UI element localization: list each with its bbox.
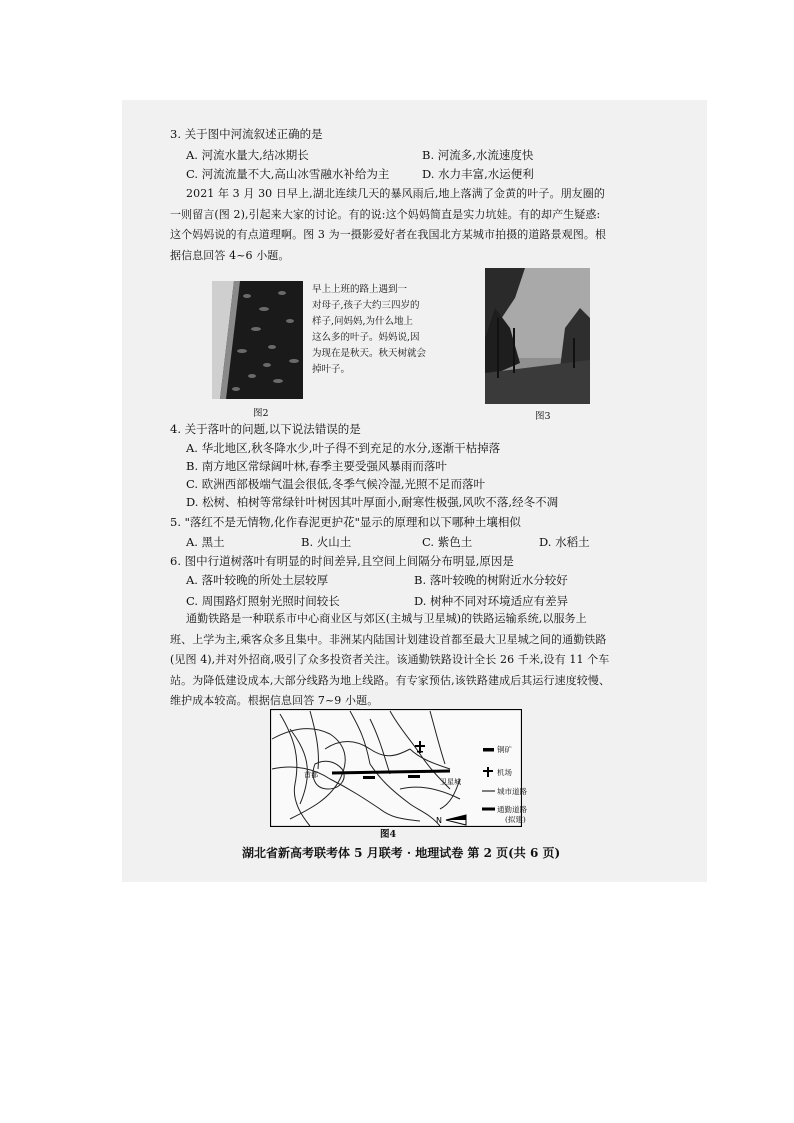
q4-option-a: A. 华北地区,秋冬降水少,叶子得不到充足的水分,逐渐干枯掉落	[186, 441, 501, 455]
fig3-caption: 图3	[535, 411, 551, 422]
q6-option-d: D. 树种不同对环境适应有差异	[414, 594, 569, 608]
capital-label: 首都	[304, 771, 318, 779]
q4-option-c: C. 欧洲西部极端气温会很低,冬季气候冷湿,光照不足而落叶	[186, 477, 486, 491]
q4-option-d: D. 松树、柏树等常绿针叶树因其叶厚面小,耐寒性极强,风吹不落,经冬不凋	[186, 495, 559, 509]
passage-commuter-rail: 通勤铁路是一种联系市中心商业区与郊区(主城与卫星城)的铁路运输系统,以服务上 班、上学为主,乘客众多且集中。非洲某内陆国计划建设首都至最大卫星城之间的通勤铁路 (见图 4),并对外招商,吸引了众多投资者关注。该通勤铁路设计全长 26 千米,设有 11 个车 站。为降低建设成本,大部分线路为地上线路。有专家预估,该铁路建成后其运行速度较慢、 维护成本较高。根据信息回答 7~9 小题。	[170, 612, 611, 707]
q3-option-a: A. 河流水量大,结冰期长	[186, 148, 309, 162]
commuter-rail-line	[332, 771, 450, 773]
fig2-post-text: 早上上班的路上遇到一 对母子,孩子大约三四岁的 样子,问妈妈,为什么地上 这么多的叶子。妈妈说,因 为现在是秋天。秋天树就会 掉叶子。	[312, 284, 427, 375]
fig2-leaves-photo	[212, 281, 303, 399]
q5-option-c: C. 紫色土	[422, 535, 473, 549]
q5-option-a: A. 黑土	[186, 535, 225, 549]
legend-rail: 通勤道路	[497, 805, 527, 814]
q4-option-b: B. 南方地区常绿阔叶林,春季主要受强风暴雨而落叶	[186, 459, 447, 473]
q3-option-d: D. 水力丰富,水运便利	[422, 167, 534, 181]
copper-mine-1	[363, 776, 375, 779]
legend-road: 城市道路	[497, 787, 527, 796]
q3-option-b: B. 河流多,水流速度快	[422, 148, 534, 162]
q6-stem: 6. 图中行道树落叶有明显的时间差异,且空间上间隔分布明显,原因是	[170, 554, 514, 568]
satellite-city-label: 卫星城	[440, 778, 461, 786]
q6-option-c: C. 周围路灯照射光照时间较长	[186, 594, 340, 608]
north-label: N	[436, 816, 442, 825]
q3-option-c: C. 河流流量不大,高山冰雪融水补给为主	[186, 167, 390, 181]
q6-option-a: A. 落叶较晚的所处土层较厚	[186, 573, 329, 587]
q3-stem: 3. 关于图中河流叙述正确的是	[170, 127, 323, 141]
copper-mine-2	[408, 775, 420, 778]
fig3-street-photo	[485, 268, 590, 404]
fig2-caption: 图2	[253, 408, 269, 419]
map-legend-symbols	[482, 746, 496, 822]
q4-stem: 4. 关于落叶的问题,以下说法错误的是	[170, 422, 361, 436]
legend-rail-planned: (拟建)	[505, 815, 526, 824]
legend-copper: 铜矿	[497, 745, 512, 754]
q5-option-d: D. 水稻土	[539, 535, 590, 549]
q5-option-b: B. 火山土	[301, 535, 352, 549]
q5-stem: 5. "落红不是无情物,化作春泥更护花"显示的原理和以下哪种土壤相似	[170, 515, 521, 529]
q6-option-b: B. 落叶较晚的树附近水分较好	[414, 573, 568, 587]
passage-leaves: 2021 年 3 月 30 日早上,湖北连续几天的暴风雨后,地上落满了金黄的叶子。朋友圈的 一则留言(图 2),引起来大家的讨论。有的说:这个妈妈简直是实力坑娃。有的却产生疑惑: 这个妈妈说的有点道理啊。图 3 为一摄影爱好者在我国北方某城市拍摄的道路景观图。根 据信息回答 4~6 小题。	[170, 187, 607, 262]
fig4-caption: 图4	[380, 829, 397, 840]
legend-airport-icon	[483, 767, 493, 777]
page-footer: 湖北省新高考联考体 5 月联考 · 地理试卷 第 2 页(共 6 页)	[242, 846, 561, 860]
legend-copper-icon	[483, 748, 494, 752]
legend-airport: 机场	[497, 768, 512, 777]
